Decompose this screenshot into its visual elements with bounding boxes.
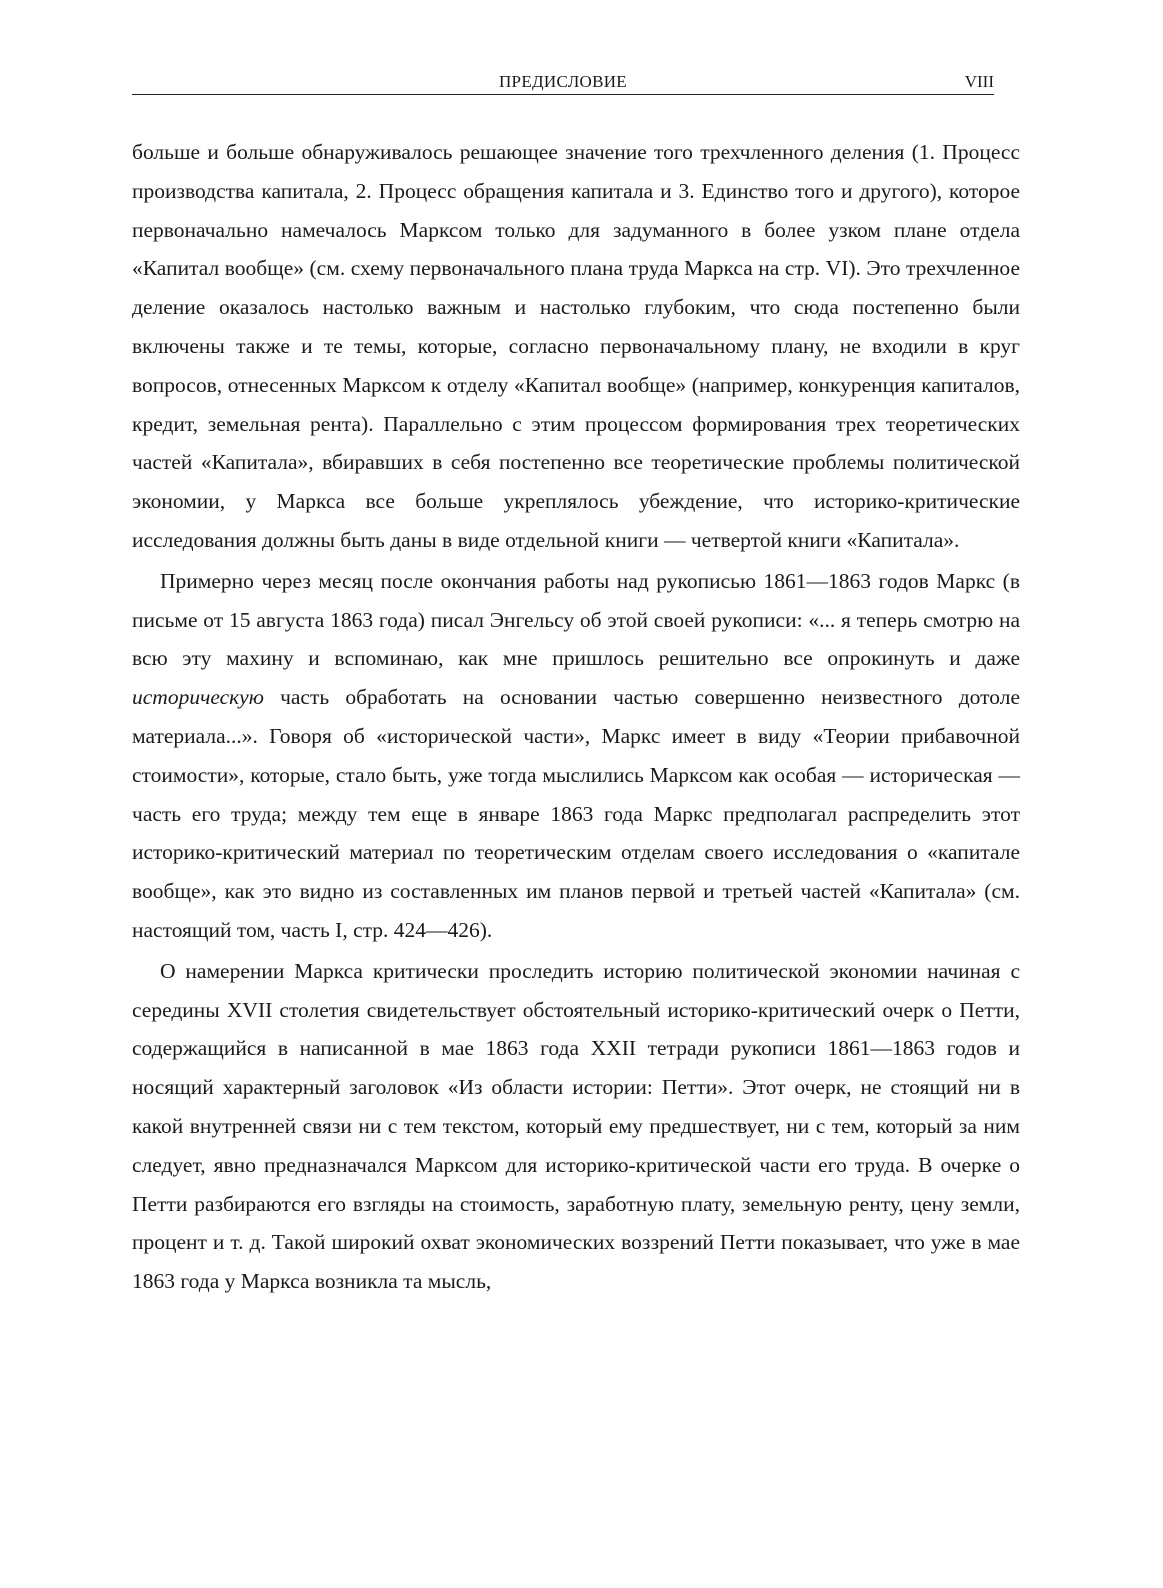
paragraph-1: больше и больше обнаруживалось решающее значение того трехчленного деления (1. Процесс производства капитала, 2. Процесс обращения капитала и 3. Единство того и другого), которое первоначально намечалось Марксом только для задуманного в более узком плане отдела «Капитал вообще» (см. схему первоначального плана труда Маркса на стр. VI). Это трехчленное деление оказалось настолько важным и настолько глубоким, что сюда постепенно были включены также и те темы, которые, согласно первоначальному плану, не входили в круг вопросов, отнесенных Марксом к отделу «Капитал вообще» (например, конкуренция капиталов, кредит, земельная рента). Параллельно с этим процессом формирования трех теоретических частей «Капитала», вбиравших в себя постепенно все теоретические проблемы политической экономии, у Маркса все больше укреплялось убеждение, что историко-критические исследования должны быть даны в виде отдельной книги — четвертой книги «Капитала». — [132, 140, 1020, 552]
paragraph-2 — [132, 562, 1020, 950]
page-number: VIII — [964, 72, 994, 91]
paragraph-3: О намерении Маркса критически проследить историю политической экономии начиная с середины XVII столетия свидетельствует обстоятельный историко-критический очерк о Петти, содержащийся в написанной в мае 1863 года XXII тетради рукописи 1861—1863 годов и носящий характерный заголовок «Из области истории: Петти». Этот очерк, не стоящий ни в какой внутренней связи ни с тем текстом, который ему предшествует, ни с тем, который за ним следует, явно предназначался Марксом для историко-критической части его труда. В очерке о Петти разбираются его взгляды на стоимость, заработную плату, земельную ренту, цену земли, процент и т. д. Такой широкий охват экономических воззрений Петти показывает, что уже в мае 1863 года у Маркса возникла та мысль, — [132, 958, 1020, 1294]
paragraph-2-after: часть обработать на основании частью совершенно неизвестного дотоле материала...». Говоря об «исторической части», Маркс имеет в виду «Теории прибавочной стоимости», которые, стало быть, уже тогда мыслились Марксом как особая — историческая — часть его труда; между тем еще в январе 1863 года Маркс предполагал распределить этот историко-критический материал по теоретическим отделам своего исследования о «капитале вообще», как это видно из составленных им планов первой и третьей частей «Капитала» (см. настоящий том, часть I, стр. 424—426). — [132, 685, 1020, 942]
running-title: ПРЕДИСЛОВИЕ — [498, 72, 627, 91]
running-header — [132, 70, 994, 95]
emphasized-word: историческую — [132, 685, 264, 710]
paragraph-2-before: Примерно через месяц после окончания работы над рукописью 1861—1863 годов Маркс (в письме от 15 августа 1863 года) писал Энгельсу об этой своей рукописи: «... я теперь смотрю на всю эту махину и вспоминаю, как мне пришлось решительно все опрокинуть и даже — [132, 568, 1020, 671]
body-text — [132, 133, 1020, 1301]
